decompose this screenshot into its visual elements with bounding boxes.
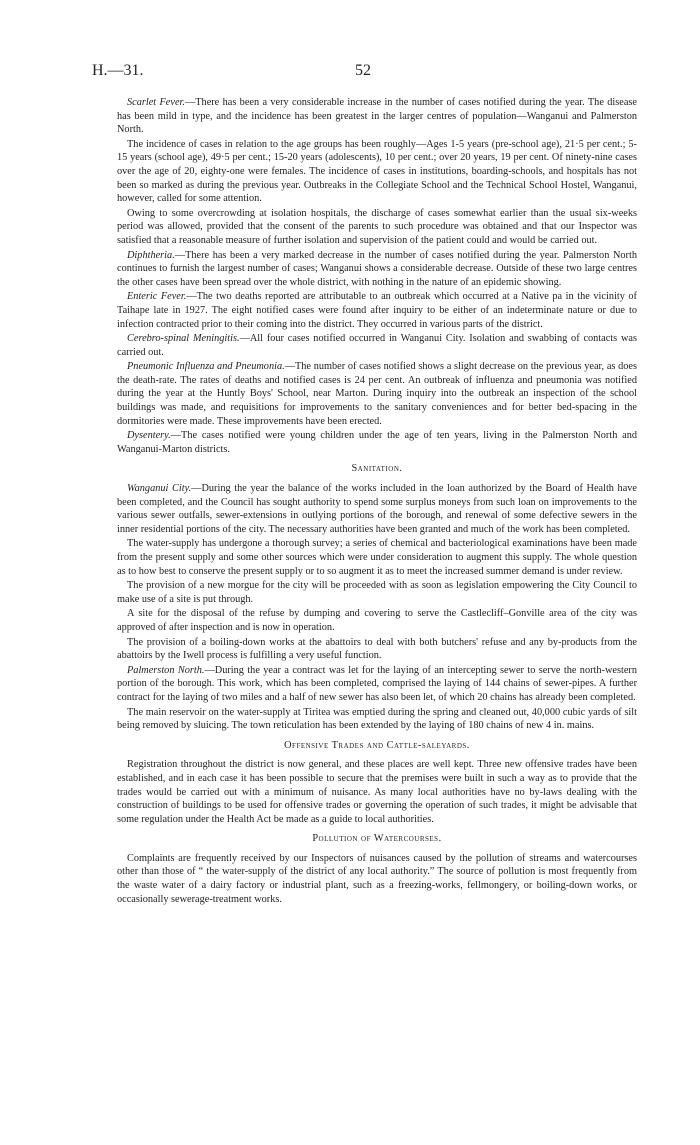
paragraph-text: Owing to some overcrowding at isolation hospitals, the discharge of cases somewhat earlier than the usual six-weeks period was allowed, provided that the consent of the parents to such procedure was obtained and that our Inspector was satisfied that a reasonable measure of further isolation and supervision of the patient could and would be carried out. xyxy=(117,207,637,246)
sanitation-paragraphs xyxy=(117,482,637,733)
paragraph xyxy=(117,537,637,578)
paragraph xyxy=(117,96,637,137)
paragraph xyxy=(117,207,637,248)
section-heading-pollution: Pollution of Watercourses. xyxy=(312,833,442,845)
paragraph xyxy=(117,482,637,536)
paragraph xyxy=(117,249,637,290)
paragraph-text: —The two deaths reported are attributable to an outbreak which occurred at a Native pa in the vicinity of Taihape late in 1927. The eight notified cases were found after inquiry to be either of an indeterminate nature or due to infection contracted prior to their coming into the district. They occurred in various parts of the district. xyxy=(117,291,637,330)
paragraph-text: The incidence of cases in relation to the age groups has been roughly—Ages 1-5 years (pre-school age), 21·5 per cent.; 5-15 years (school age), 49·5 per cent.; 15-20 years (adolescents), 10 per cent.; over 20 years, 19 per cent. Of ninety-nine cases over the age of 20, eighty-one were females. The incidence of cases in institutions, boarding-schools, and hospitals has not been so marked as during the previous year. Outbreaks in the Collegiate School and the Technical School Hostel, Wanganui, however, called for some attention. xyxy=(117,138,637,205)
paragraph xyxy=(117,758,637,826)
paragraph-lead: Pneumonic Influenza and Pneumonia. xyxy=(127,361,285,373)
paragraph-lead: Enteric Fever. xyxy=(127,291,187,303)
section-heading-sanitation: Sanitation. xyxy=(351,463,403,475)
paragraph-text: The water-supply has undergone a thorough survey; a series of chemical and bacteriological examinations have been made from the present supply and some other sources which were under consideration to augment this supply. The whole question as to how best to conserve the present supply or to so augment it as to meet the increased summer demand is under review. xyxy=(117,538,637,577)
paragraph-text: —During the year a contract was let for the laying of an intercepting sewer to serve the north-western portion of the borough. This work, which has been completed, comprised the laying of 144 chains of sewer-pipes. A further contract for the laying of two miles and a half of new sewer has also been let, of which 20 chains has already been completed. xyxy=(117,664,637,703)
paragraph xyxy=(117,290,637,331)
offensive-trades-paragraphs xyxy=(117,758,637,826)
disease-paragraphs xyxy=(117,96,637,456)
paragraph xyxy=(117,332,637,359)
paragraph-text: A site for the disposal of the refuse by dumping and covering to serve the Castlecliff–Gonville area of the city was approved of after inspection and is now in operation. xyxy=(117,608,637,633)
paragraph xyxy=(117,706,637,733)
paragraph xyxy=(117,664,637,705)
paragraph-text: Complaints are frequently received by our Inspectors of nuisances caused by the pollution of streams and watercourses other than those of “ the water-supply of the district of any local authority.” The source of pollution is most frequently from the waste water of a dairy factory or industrial plant, such as a freezing-works, fellmongery, or boiling-down works, or occasionally sewerage-treatment works. xyxy=(117,852,637,905)
paragraph-lead: Palmerston North. xyxy=(127,664,205,676)
paragraph xyxy=(117,138,637,206)
paragraph-lead: Scarlet Fever. xyxy=(127,97,185,108)
paragraph-text: The provision of a new morgue for the city will be proceeded with as soon as legislation empowering the City Council to make use of a site is put through. xyxy=(117,580,637,605)
paragraph-text: —The cases notified were young children under the age of ten years, living in the Palmerston North and Wanganui-Marton districts. xyxy=(117,430,637,455)
paragraph-text: The provision of a boiling-down works at the abattoirs to deal with both butchers' refuse and any by-products from the abattoirs by the Iwell process is fulfilling a very useful function. xyxy=(117,636,637,662)
paragraph-lead: Diphtheria. xyxy=(127,249,175,261)
page-number: 52 xyxy=(355,62,371,79)
paragraph-text: —The number of cases notified shows a slight decrease on the previous year, as does the death-rate. The rates of deaths and notified cases is 24 per cent. An outbreak of influenza and pneumonia was notified during the year at the Huntly Boys' School, near Marton. During inquiry into the outbreak an inspection of the school buildings was made, and requisitions for improvements to the sanitary conveniences and for better bed-spacing in the dormitories were made. These improvements have been erected. xyxy=(117,361,637,427)
paragraph xyxy=(117,636,637,663)
paragraph xyxy=(117,607,637,634)
paragraph-lead: Dysentery. xyxy=(127,430,171,442)
paragraph-text: Registration throughout the district is now general, and these places are well kept. Three new offensive trades have been established, and in each case it has been possible to secure that the premises were built in such a way as to provide that the trades would be carried out with a minimum of nuisance. As many local authorities have no by-laws dealing with the construction of buildings to be used for offensive trades or governing the operation of such trades, it might be advisable that some regulation under the Health Act be made as a guide to local authorities. xyxy=(117,759,637,825)
paragraph-text: —All four cases notified occurred in Wanganui City. Isolation and swabbing of contacts was carried out. xyxy=(117,333,637,358)
paragraph xyxy=(117,852,637,906)
pollution-paragraphs xyxy=(117,852,637,906)
paragraph-text: —There has been a very considerable increase in the number of cases notified during the year. The disease has been mild in type, and the incidence has been greatest in the larger centres of population—Wanganui and Palmerston North. xyxy=(117,97,637,136)
section-heading-offensive-trades: Offensive Trades and Cattle-saleyards. xyxy=(284,739,470,751)
paragraph-lead: Wanganui City. xyxy=(127,483,192,495)
document-body xyxy=(117,96,637,907)
document-reference: H.—31. xyxy=(92,62,144,79)
paragraph-text: —There has been a very marked decrease in the number of cases notified during the year. Palmerston North continues to furnish the largest number of cases; Wanganui shows a considerable decrease. Outside of these two large centres the other cases have been spread over the whole district, with nothing in the nature of an epidemic showing. xyxy=(117,249,637,288)
paragraph xyxy=(117,360,637,428)
paragraph-text: The main reservoir on the water-supply at Tiritea was emptied during the spring and cleaned out, 40,000 cubic yards of silt being removed by sluicing. The town reticulation has been extended by the laying of 180 chains of new 4 in. mains. xyxy=(117,706,637,732)
paragraph xyxy=(117,579,637,606)
paragraph-lead: Cerebro-spinal Meningitis. xyxy=(127,333,240,345)
paragraph xyxy=(117,429,637,456)
paragraph-text: —During the year the balance of the works included in the loan authorized by the Board of Health have been completed, and the Council has sought authority to spend some surplus moneys from such loan on improvements to the various sewer outfalls, sewer-extensions in outlying portions of the borough, and renewal of some defective sewers in the inner residential portions of the city. The necessary authorities have been granted and much of the work has been completed. xyxy=(117,483,637,535)
